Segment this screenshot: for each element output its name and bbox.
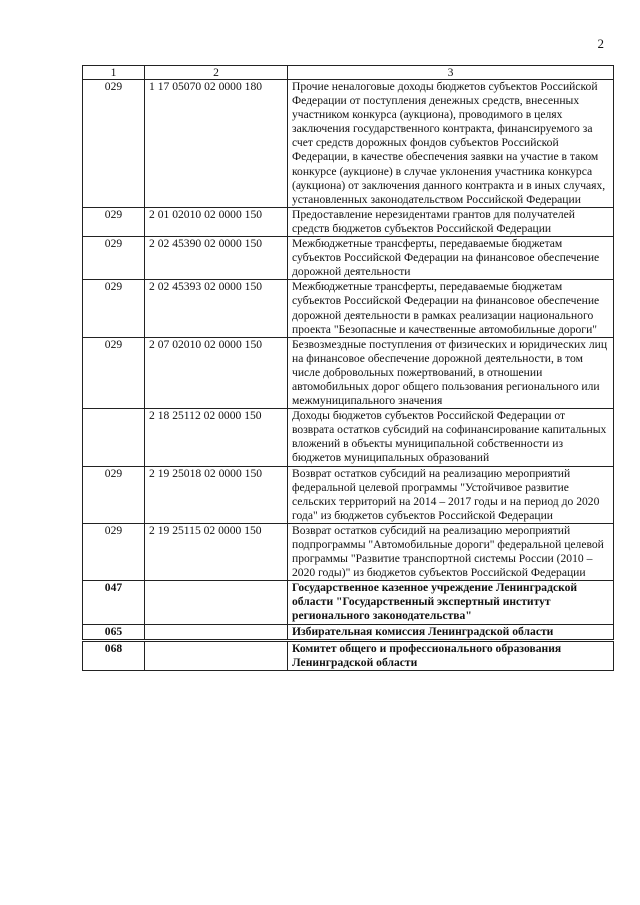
admin-code-cell: 068: [83, 640, 145, 670]
admin-code-cell: 065: [83, 624, 145, 640]
description-cell: Предоставление нерезидентами грантов для получателей средств бюджетов субъектов Российской Федерации: [288, 207, 614, 236]
description-cell: Возврат остатков субсидий на реализацию мероприятий федеральной целевой программы "Устойчивое развитие сельских территорий на 2014 – 2017 годы и на период до 2020 года" из бюджетов субъектов Российской Федерации: [288, 466, 614, 523]
table-row: [83, 207, 614, 236]
table-header-row: [83, 66, 614, 80]
description-cell: Государственное казенное учреждение Ленинградской области "Государственный экспертный институт регионального законодательства": [288, 581, 614, 624]
description-cell: Возврат остатков субсидий на реализацию мероприятий подпрограммы "Автомобильные дороги" федеральной целевой программы "Развитие транспортной системы России (2010 – 2020 годы)" из бюджетов субъектов Российской Федерации: [288, 523, 614, 580]
table-row: [83, 624, 614, 640]
table-row: [83, 80, 614, 208]
table-row: [83, 237, 614, 280]
budget-code-cell: 2 01 02010 02 0000 150: [145, 207, 288, 236]
budget-code-cell: 2 18 25112 02 0000 150: [145, 409, 288, 466]
budget-code-cell: 2 07 02010 02 0000 150: [145, 337, 288, 408]
page-number: 2: [597, 36, 604, 51]
admin-code-cell: 029: [83, 237, 145, 280]
budget-code-cell: 2 02 45390 02 0000 150: [145, 237, 288, 280]
budget-code-cell: [145, 581, 288, 624]
table-row: [83, 640, 614, 670]
table-row: [83, 581, 614, 624]
description-cell: Прочие неналоговые доходы бюджетов субъектов Российской Федерации от поступления денежных средств, внесенных участником конкурса (аукциона), проводимого в целях заключения государственного контракта, финансируемого за счет средств дорожных фондов субъектов Российской Федерации, в качестве обеспечения заявки на участие в таком конкурсе (аукционе) в случае уклонения участника конкурса (аукциона) от заключения данного контракта и в иных случаях, установленных законодательством Российской Федерации: [288, 80, 614, 208]
budget-code-cell: 2 19 25018 02 0000 150: [145, 466, 288, 523]
table-row: [83, 523, 614, 580]
table-row: [83, 466, 614, 523]
header-col-1: 1: [83, 66, 145, 80]
admin-code-cell: 029: [83, 337, 145, 408]
budget-code-cell: [145, 624, 288, 640]
table-row: [83, 409, 614, 466]
admin-code-cell: 029: [83, 80, 145, 208]
budget-code-cell: 2 19 25115 02 0000 150: [145, 523, 288, 580]
admin-code-cell: 029: [83, 280, 145, 337]
description-cell: Межбюджетные трансферты, передаваемые бюджетам субъектов Российской Федерации на финансовое обеспечение дорожной деятельности: [288, 237, 614, 280]
description-cell: Межбюджетные трансферты, передаваемые бюджетам субъектов Российской Федерации на финансовое обеспечение дорожной деятельности в рамках реализации национального проекта "Безопасные и качественные автомобильные дороги": [288, 280, 614, 337]
header-col-3: 3: [288, 66, 614, 80]
admin-code-cell: 029: [83, 207, 145, 236]
budget-code-cell: 1 17 05070 02 0000 180: [145, 80, 288, 208]
table-row: [83, 337, 614, 408]
admin-code-cell: 047: [83, 581, 145, 624]
description-cell: Безвозмездные поступления от физических и юридических лиц на финансовое обеспечение дорожной деятельности, в том числе добровольных пожертвований, в отношении автомобильных дорог общего пользования регионального или межмуниципального значения: [288, 337, 614, 408]
admin-code-cell: 029: [83, 466, 145, 523]
admin-code-cell: [83, 409, 145, 466]
table-row: [83, 280, 614, 337]
admin-code-cell: 029: [83, 523, 145, 580]
description-cell: Доходы бюджетов субъектов Российской Федерации от возврата остатков субсидий на софинансирование капитальных вложений в объекты муниципальной собственности из бюджетов муниципальных образований: [288, 409, 614, 466]
description-cell: Комитет общего и профессионального образования Ленинградской области: [288, 640, 614, 670]
budget-code-cell: [145, 640, 288, 670]
budget-revenue-table: [82, 65, 614, 671]
budget-code-cell: 2 02 45393 02 0000 150: [145, 280, 288, 337]
description-cell: Избирательная комиссия Ленинградской области: [288, 624, 614, 640]
table-body: [83, 80, 614, 671]
header-col-2: 2: [145, 66, 288, 80]
